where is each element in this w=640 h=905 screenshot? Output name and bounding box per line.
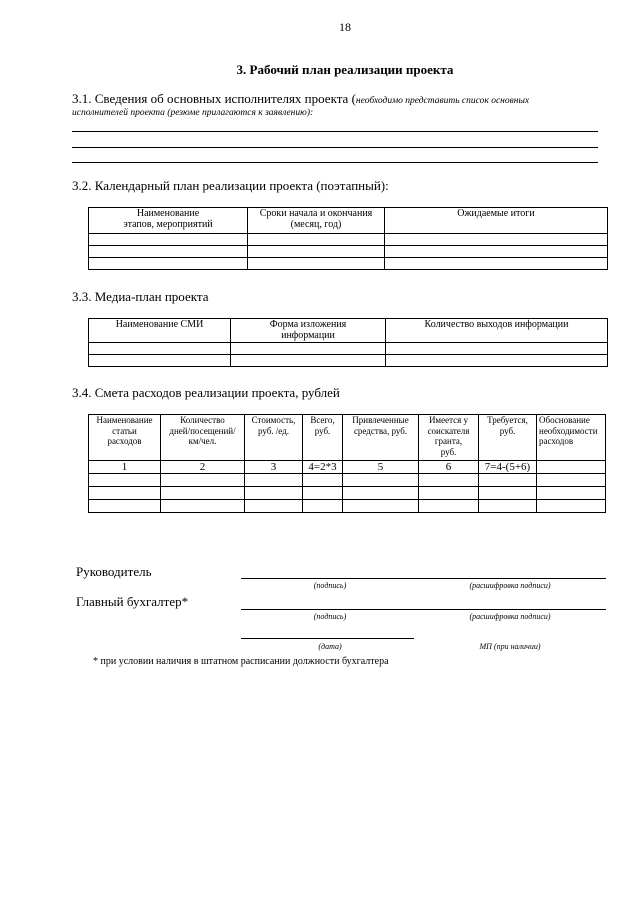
budget-table [88,414,606,513]
column-number [537,461,606,474]
table-cell[interactable] [89,500,161,513]
table-cell[interactable] [343,487,419,500]
budget-header-quantity: Количество дней/посещений/ км/чел. [161,415,245,461]
media-header-count: Количество выходов информации [386,319,608,343]
head-signature-line[interactable] [241,578,606,579]
head-label: Руководитель [76,564,152,579]
table-cell[interactable] [343,474,419,487]
table-cell[interactable] [89,258,248,270]
signature-caption: (подпись) [313,581,347,590]
column-number: 3 [245,461,303,474]
column-number: 1 [89,461,161,474]
table-cell[interactable] [161,487,245,500]
table-cell[interactable] [245,500,303,513]
section-3-1-heading: 3.1. Сведения об основных исполнителях проекта (необходимо представить список основных [72,91,530,106]
table-cell[interactable] [303,500,343,513]
table-cell[interactable] [385,246,608,258]
decoding-caption: (расшифровка подписи) [469,612,551,621]
table-cell[interactable] [537,487,606,500]
table-cell[interactable] [89,487,161,500]
footnote: * при условии наличия в штатном расписании должности бухгалтера [93,656,389,667]
section-3-4-heading: 3.4. Смета расходов реализации проекта, рублей [72,385,340,400]
column-number: 6 [419,461,479,474]
budget-header-required: Требуется, руб. [479,415,537,461]
stamp-caption: МП (при наличии) [479,642,541,651]
section-3-1-note: необходимо представить список основных [355,96,530,106]
table-cell[interactable] [479,474,537,487]
budget-header-unit-cost: Стоимость, руб. /ед. [245,415,303,461]
table-cell[interactable] [245,474,303,487]
section-3-2-heading: 3.2. Календарный план реализации проекта (поэтапный): [72,178,389,193]
table-cell[interactable] [537,474,606,487]
table-cell[interactable] [386,343,608,355]
calendar-header-stages: Наименование этапов, мероприятий [89,208,248,234]
table-cell[interactable] [161,474,245,487]
blank-line-2 [72,147,598,148]
media-header-form: Форма изложения информации [231,319,386,343]
table-cell[interactable] [248,246,385,258]
table-cell[interactable] [343,500,419,513]
table-cell[interactable] [537,500,606,513]
signature-caption: (подпись) [313,612,347,621]
table-cell[interactable] [231,355,386,367]
table-cell[interactable] [479,487,537,500]
table-cell[interactable] [419,487,479,500]
section-3-3-heading: 3.3. Медиа-план проекта [72,289,209,304]
table-cell[interactable] [385,258,608,270]
column-number: 4=2*3 [303,461,343,474]
table-cell[interactable] [89,246,248,258]
date-caption: (дата) [318,642,342,651]
column-number: 2 [161,461,245,474]
section-3-1-note-line2: исполнителей проекта (резюме прилагаются к заявлению): [72,108,314,118]
table-cell[interactable] [248,258,385,270]
table-cell[interactable] [231,343,386,355]
accountant-signature-line[interactable] [241,609,606,610]
calendar-header-results: Ожидаемые итоги [385,208,608,234]
decoding-caption: (расшифровка подписи) [469,581,551,590]
table-cell[interactable] [89,474,161,487]
table-cell[interactable] [385,234,608,246]
budget-header-justification: Обоснование необходимости расходов [537,415,606,461]
blank-line-1 [72,131,598,132]
calendar-plan-table [88,207,608,270]
column-number: 7=4-(5+6) [479,461,537,474]
table-cell[interactable] [479,500,537,513]
calendar-header-dates: Сроки начала и окончания (месяц, год) [248,208,385,234]
media-header-outlet: Наименование СМИ [89,319,231,343]
date-line[interactable] [241,638,414,639]
table-cell[interactable] [89,234,248,246]
table-cell[interactable] [248,234,385,246]
table-cell[interactable] [89,355,231,367]
table-cell[interactable] [419,474,479,487]
budget-header-attracted-funds: Привлеченные средства, руб. [343,415,419,461]
page-title: 3. Рабочий план реализации проекта [236,62,454,77]
table-cell[interactable] [89,343,231,355]
column-number: 5 [343,461,419,474]
budget-header-total: Всего, руб. [303,415,343,461]
media-plan-table [88,318,608,367]
budget-header-item: Наименование статьи расходов [89,415,161,461]
table-cell[interactable] [161,500,245,513]
table-cell[interactable] [303,474,343,487]
budget-header-applicant-has: Имеется у соискателя гранта, руб. [419,415,479,461]
table-cell[interactable] [419,500,479,513]
table-cell[interactable] [303,487,343,500]
blank-line-3 [72,162,598,163]
table-cell[interactable] [386,355,608,367]
accountant-label: Главный бухгалтер* [76,594,189,609]
page-number: 18 [339,20,351,34]
table-cell[interactable] [245,487,303,500]
